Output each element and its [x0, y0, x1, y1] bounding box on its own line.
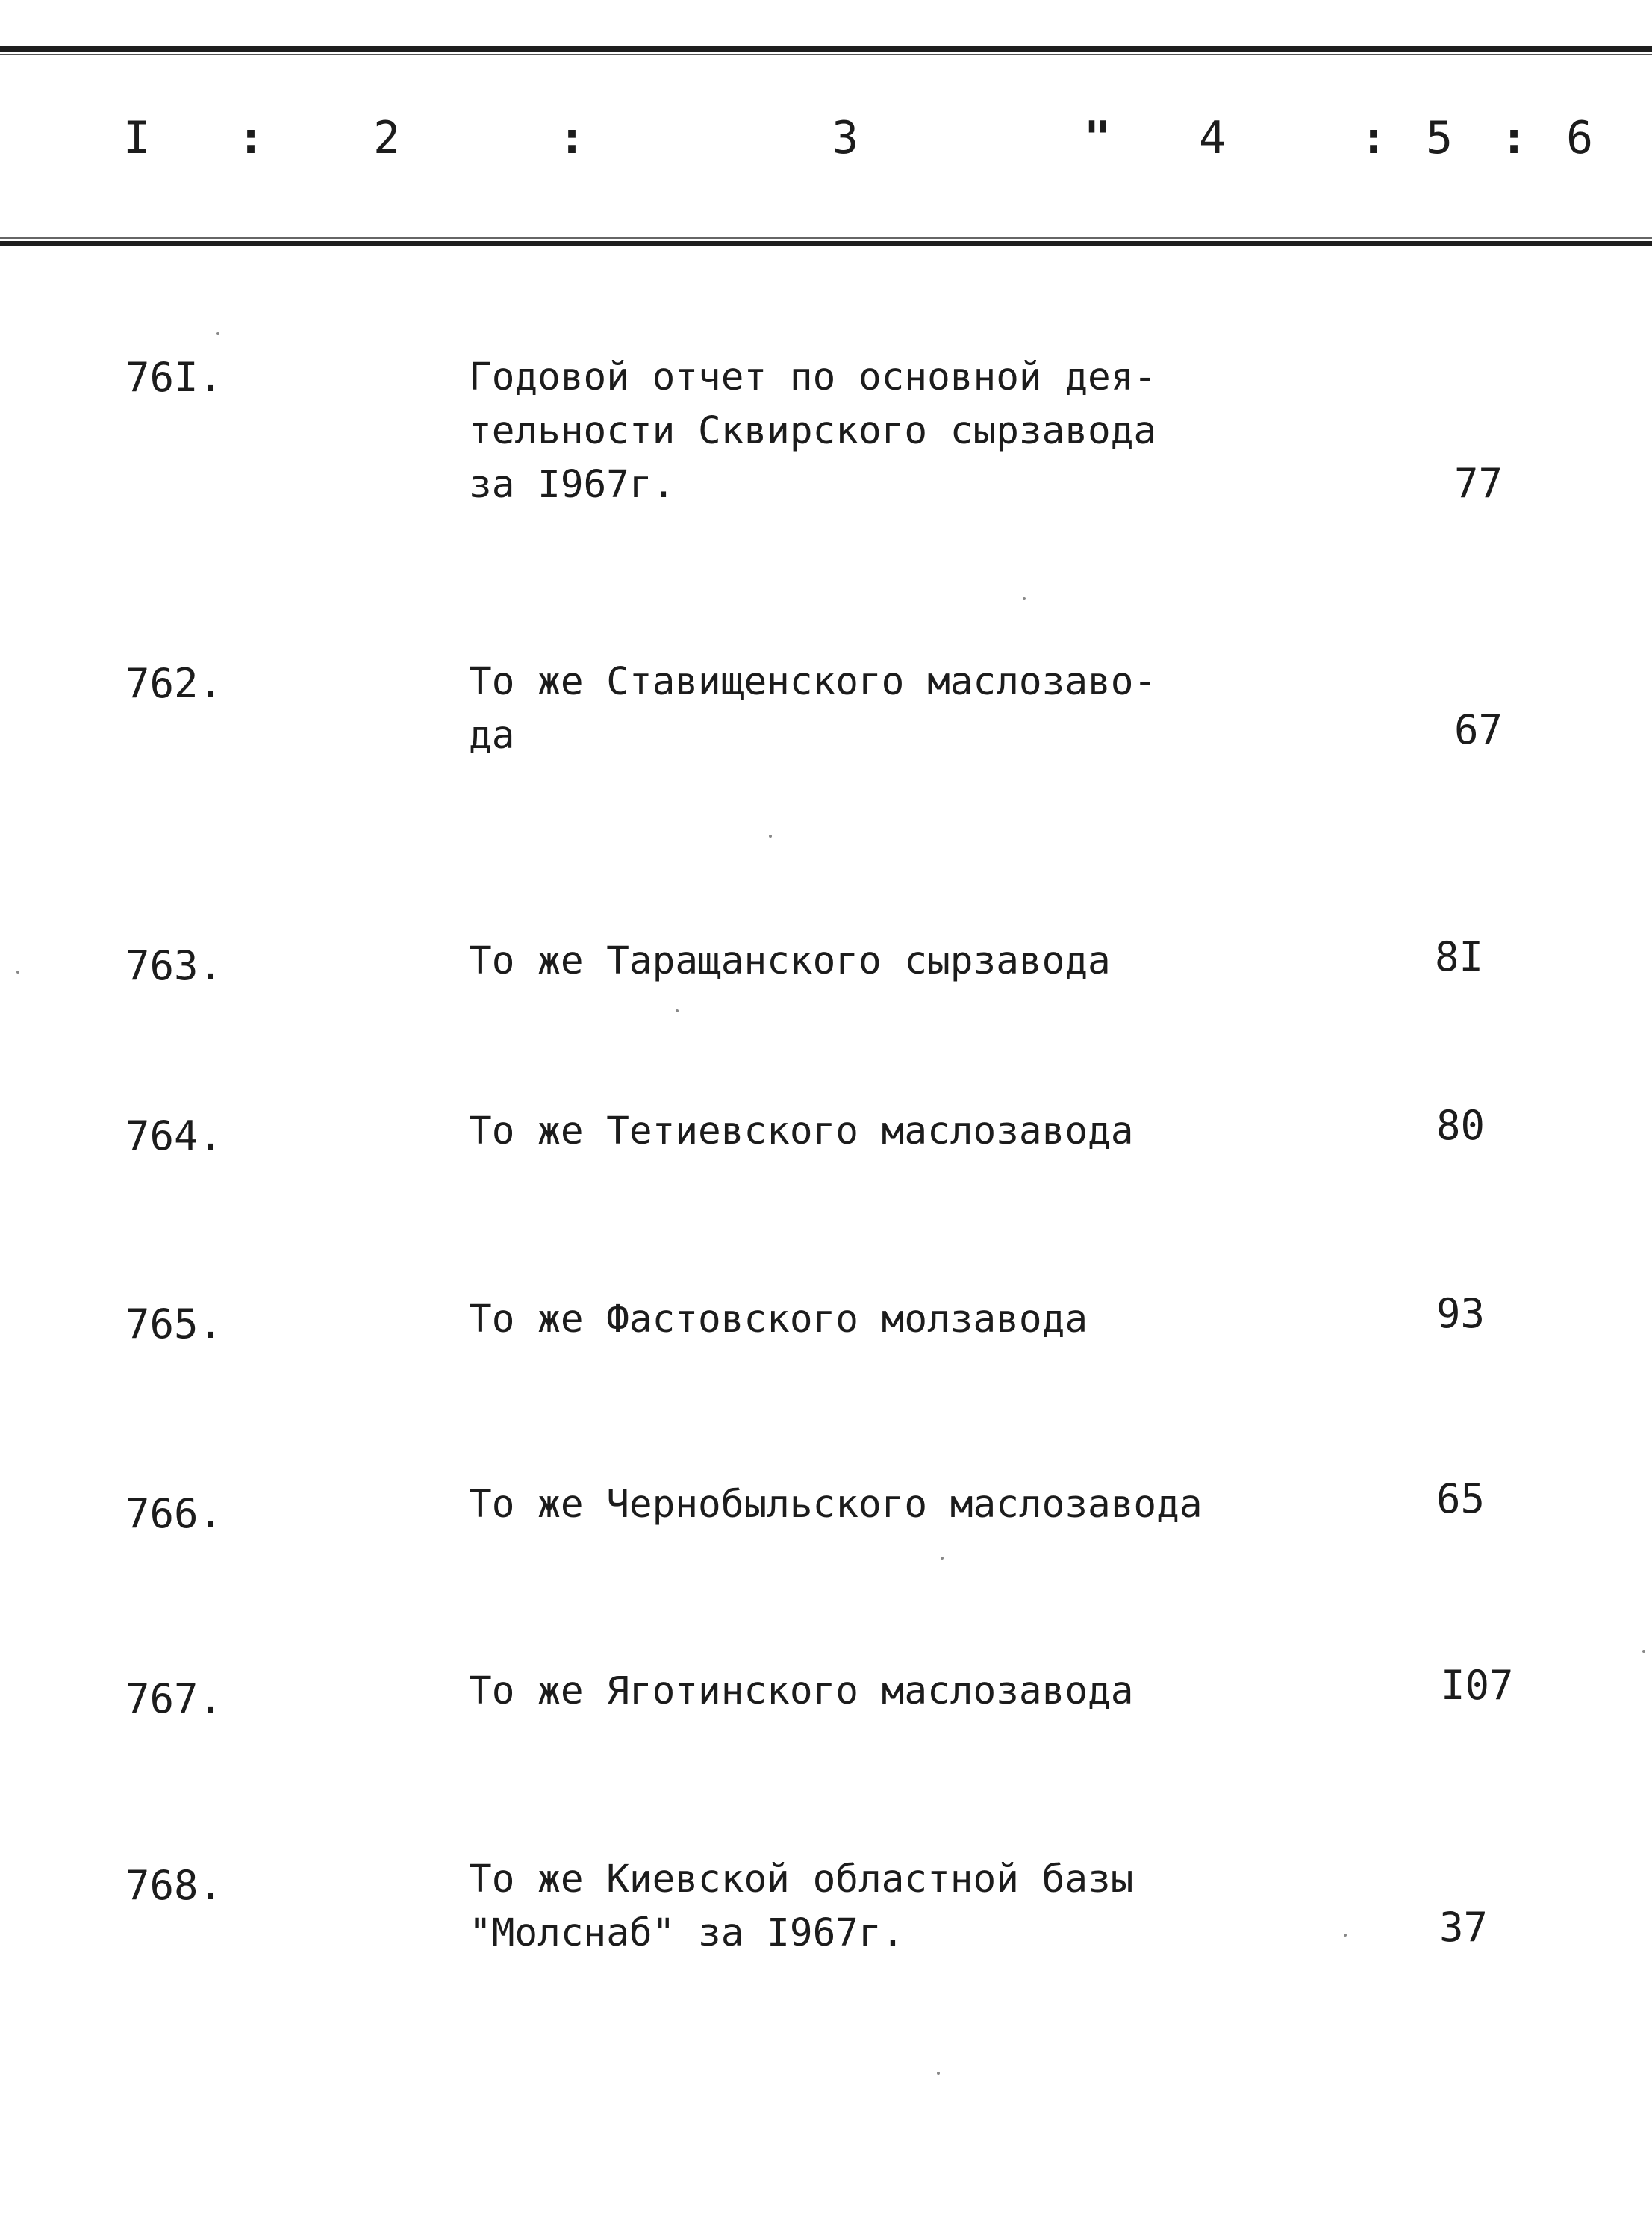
column-separator: :	[558, 112, 586, 164]
row-number: 762.	[125, 660, 223, 707]
column-header-3: 3	[832, 112, 859, 164]
row-sheet-count: 8I	[1435, 933, 1484, 980]
scan-speck	[1023, 597, 1026, 600]
scan-speck	[769, 835, 772, 838]
scan-speck	[1344, 1934, 1347, 1937]
row-description	[469, 1665, 1133, 1719]
scan-speck	[216, 332, 219, 335]
column-header-4: 4	[1199, 112, 1226, 164]
row-description	[469, 1853, 1133, 1960]
column-header-6: 6	[1566, 112, 1594, 164]
row-description	[469, 655, 1156, 763]
column-separator-alt: "	[1084, 112, 1112, 164]
row-sheet-count: 67	[1454, 706, 1503, 753]
row-sheet-count: 93	[1436, 1290, 1486, 1337]
scan-speck	[937, 2072, 940, 2075]
column-header-5: 5	[1426, 112, 1453, 164]
row-description-line: за I967г.	[469, 463, 676, 507]
row-number: 765.	[125, 1300, 223, 1348]
scan-speck	[941, 1557, 944, 1560]
column-header-2: 2	[373, 112, 401, 164]
row-number: 763.	[125, 942, 223, 989]
row-description	[469, 1293, 1088, 1347]
row-description-line: То же Чернобыльского маслозавода	[469, 1483, 1203, 1527]
row-description-line: То же Фастовского молзавода	[469, 1298, 1088, 1342]
row-description	[469, 351, 1156, 512]
row-number: 766.	[125, 1490, 223, 1537]
row-number: 76I.	[125, 354, 223, 401]
row-description-line: То же Ставищенского маслозаво-	[469, 660, 1157, 704]
header-top-rule	[0, 46, 1652, 52]
scan-speck	[1642, 1650, 1645, 1653]
row-description	[469, 1105, 1133, 1159]
row-number: 767.	[125, 1675, 223, 1722]
header-bottom-rule	[0, 241, 1652, 246]
row-number: 768.	[125, 1862, 223, 1909]
row-description-line: Годовой отчет по основной дея-	[469, 355, 1157, 399]
scan-speck	[16, 971, 19, 974]
row-sheet-count: 65	[1436, 1475, 1486, 1522]
row-description-line: тельности Сквирского сырзавода	[469, 409, 1157, 453]
header-bottom-rule-thin	[0, 237, 1652, 239]
row-description-line: "Молснаб" за I967г.	[469, 1911, 905, 1955]
column-header-1: I	[123, 112, 151, 164]
row-description-line: То же Яготинского маслозавода	[469, 1669, 1134, 1713]
row-description-line: То же Тетиевского маслозавода	[469, 1109, 1134, 1153]
row-sheet-count: 37	[1439, 1904, 1489, 1951]
row-description	[469, 935, 1111, 988]
row-sheet-count: I07	[1441, 1662, 1514, 1709]
row-number: 764.	[125, 1112, 223, 1159]
column-separator: :	[1500, 112, 1528, 164]
row-sheet-count: 80	[1436, 1102, 1486, 1149]
row-description	[469, 1478, 1203, 1532]
column-separator: :	[1360, 112, 1388, 164]
row-description-line: То же Таращанского сырзавода	[469, 939, 1111, 983]
row-description-line: То же Киевской областной базы	[469, 1857, 1134, 1901]
column-separator: :	[237, 112, 265, 164]
scan-speck	[676, 1009, 679, 1012]
row-description-line: да	[469, 714, 515, 758]
header-top-rule-thin	[0, 54, 1652, 55]
row-sheet-count: 77	[1454, 460, 1503, 507]
